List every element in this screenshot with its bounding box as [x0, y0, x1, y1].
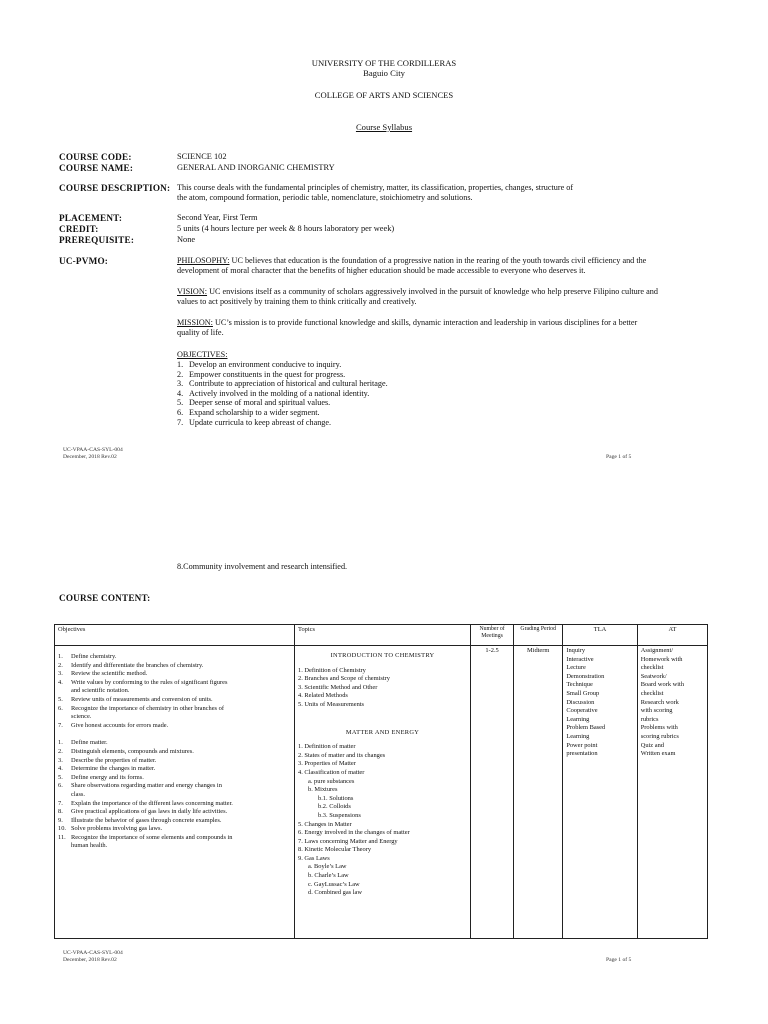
list-item: b.3. Suspensions [318, 811, 361, 819]
list-item: Board work with [640, 681, 685, 689]
list-item: Problems with [640, 724, 678, 732]
list-item: Assignment/ [640, 647, 674, 654]
mission-paragraph [177, 318, 707, 337]
list-item: 6. Share observations regarding matter and energy changes in [58, 782, 222, 790]
topics-group-2 [298, 743, 467, 898]
list-item: 2. Empower constituents in the quest for progress. [177, 369, 346, 379]
list-item: 6. Recognize the importance of chemistry in other branches of [58, 704, 224, 712]
list-item: checklist [640, 664, 664, 672]
course-content-table [54, 624, 708, 939]
list-item: 3. Properties of Matter [298, 760, 356, 768]
document-title: Course Syllabus [355, 122, 413, 132]
objectives-group-1 [58, 653, 291, 730]
objectives-list [177, 360, 677, 427]
course-content-label: COURSE CONTENT: [59, 593, 151, 603]
list-item: 6. Energy involved in the changes of matter [298, 829, 410, 837]
prerequisite-value: None [177, 235, 196, 244]
list-item: 2. Branches and Scope of chemistry [298, 675, 390, 683]
table-row [55, 646, 708, 939]
objectives-heading: OBJECTIVES: [177, 350, 228, 359]
list-item: 6. Expand scholarship to a wider segment. [177, 407, 320, 417]
list-item: b. Charle’s Law [308, 872, 349, 880]
list-item: Problem Based [566, 724, 606, 732]
list-item: 7. Explain the importance of the different laws concerning matter. [58, 799, 233, 807]
header-tla: TLA [563, 625, 637, 646]
course-description-label: COURSE DESCRIPTION: [59, 183, 171, 193]
header-topics: Topics [295, 625, 471, 646]
description-line: This course deals with the fundamental principles of chemistry, matter, its classification, properties, changes, structure of [177, 183, 574, 192]
list-item: Quiz and [640, 741, 664, 749]
list-item: Homework with [640, 655, 683, 663]
philosophy-heading: PHILOSOPHY: [177, 256, 230, 265]
tla-list [566, 647, 633, 759]
list-item: 5. Changes in Matter [298, 820, 352, 828]
list-item: with scoring [640, 707, 673, 715]
credit-value: 5 units (4 hours lecture per week & 8 hours laboratory per week) [177, 224, 395, 233]
objective-8: 8.Community involvement and research intensified. [177, 562, 348, 571]
list-item: 5. Units of Measurements [298, 700, 365, 708]
list-item: 2. Identify and differentiate the branches of chemistry. [58, 661, 204, 669]
prerequisite-label: PREREQUISITE: [59, 235, 135, 245]
list-item: 3. Describe the properties of matter. [58, 756, 157, 764]
meetings-cell: 1-2.5 [471, 646, 514, 939]
list-item: 3. Contribute to appreciation of historical and cultural heritage. [177, 379, 388, 389]
pvmo-label: UC-PVMO: [59, 256, 109, 266]
topic-heading: INTRODUCTION TO CHEMISTRY [330, 652, 435, 659]
vision-paragraph [177, 287, 707, 306]
list-item: b. Mixtures [308, 786, 338, 794]
list-item: 4. Classification of matter [298, 768, 365, 776]
topics-cell [295, 646, 471, 939]
list-item: 1. Definition of Chemistry [298, 666, 366, 674]
list-item: 8. Kinetic Molecular Theory [298, 846, 372, 854]
list-item: d. Combined gas law [308, 889, 362, 897]
list-item: 5. Define energy and its forms. [58, 773, 144, 781]
list-item: Small Group [566, 689, 600, 697]
philosophy-text: development of moral character that the benefits of higher education should be made accessible to everyone who deserves it. [177, 265, 586, 275]
tla-cell [563, 646, 637, 939]
grading-period-cell: Midterm [514, 646, 563, 939]
list-item: a. pure substances [308, 777, 355, 785]
course-code-label: COURSE CODE: [59, 152, 132, 162]
vision-heading: VISION: [177, 287, 208, 296]
footer-date: December, 2018 Rev.02 [63, 957, 117, 963]
mission-heading: MISSION: [177, 318, 213, 327]
list-item: 4. Write values by conforming to the rules of significant figures [58, 678, 228, 686]
list-item: presentation [566, 750, 598, 758]
objectives-group-2 [58, 739, 291, 851]
vision-text: values to act positively by training them to think critically and creatively. [177, 296, 417, 306]
list-item: Learning [566, 715, 590, 723]
at-list [641, 647, 704, 759]
topics-group-1 [298, 667, 467, 710]
list-item: 2. States of matter and its changes [298, 751, 386, 759]
list-item: Research work [640, 698, 679, 706]
list-item: Cooperative [566, 707, 598, 715]
footer-doc-code: UC-VPAA-CAS-SYL-004 [63, 447, 123, 453]
list-item: 10. Solve problems involving gas laws. [58, 825, 163, 833]
course-name: GENERAL AND INORGANIC CHEMISTRY [177, 163, 335, 172]
list-item: Discussion [566, 698, 595, 706]
list-item: 1. Definition of matter [298, 743, 356, 751]
footer-date: December, 2018 Rev.02 [63, 454, 117, 460]
list-item: 5. Review units of measurements and conversion of units. [58, 695, 213, 703]
page-number: Page 1 of 5 [606, 454, 632, 460]
description-line: the atom, compound formation, periodic table, nomenclature, stoichiometry and solutions. [177, 192, 473, 202]
objectives-cell [55, 646, 295, 939]
list-item: 7. Update curricula to keep abreast of change. [177, 417, 332, 427]
list-item: Lecture [566, 664, 586, 672]
list-item: human health. [71, 842, 108, 850]
list-item: 5. Deeper sense of moral and spiritual values. [177, 398, 331, 408]
list-item: rubrics [640, 715, 659, 723]
college-name: COLLEGE OF ARTS AND SCIENCES [314, 90, 454, 100]
list-item: 3. Review the scientific method. [58, 670, 148, 678]
list-item: Written exam [640, 750, 676, 758]
list-item: scoring rubrics [640, 732, 679, 740]
list-item: 7. Laws concerning Matter and Energy [298, 837, 398, 845]
mission-text: quality of life. [177, 327, 224, 337]
header-grading-period: Grading Period [514, 625, 563, 646]
list-item: 4. Actively involved in the molding of a national identity. [177, 388, 370, 398]
list-item: 9. Illustrate the behavior of gases through concrete examples. [58, 816, 222, 824]
list-item: 4. Related Methods [298, 692, 348, 700]
vision-text: UC envisions itself as a community of scholars aggressively involved in the pursuit of knowledge who help preserve Filipino culture and [207, 287, 658, 296]
list-item: c. GayLussac’s Law [308, 880, 360, 888]
philosophy-text: UC believes that education is the foundation of a progressive nation in the rearing of the youth towards civil efficiency and the [229, 256, 647, 265]
header-objectives: Objectives [55, 625, 295, 646]
at-cell [637, 646, 707, 939]
list-item: checklist [640, 689, 664, 697]
list-item: Inquiry [566, 647, 586, 654]
list-item: science. [71, 713, 92, 721]
list-item: Learning [566, 732, 590, 740]
course-description [177, 183, 707, 202]
list-item: Power point [566, 741, 598, 749]
list-item: Demonstration [566, 672, 605, 680]
list-item: Technique [566, 681, 593, 689]
table-header-row [55, 625, 708, 646]
list-item: 4. Determine the changes in matter. [58, 765, 156, 773]
list-item: Seatwork/ [640, 672, 667, 680]
course-name-label: COURSE NAME: [59, 163, 134, 173]
philosophy-paragraph [177, 256, 707, 275]
list-item: b.2. Colloids [318, 803, 351, 811]
list-item: Interactive [566, 655, 594, 663]
topic-heading: MATTER AND ENERGY [345, 728, 420, 736]
list-item: 2. Distinguish elements, compounds and mixtures. [58, 747, 194, 755]
list-item: a. Boyle’s Law [308, 863, 347, 871]
header-at: AT [637, 625, 707, 646]
list-item: and scientific notation. [71, 687, 130, 695]
placement-value: Second Year, First Term [177, 213, 258, 222]
page-number: Page 1 of 5 [606, 957, 632, 963]
list-item: 1. Develop an environment conducive to inquiry. [177, 360, 342, 369]
list-item: 7. Give honest accounts for errors made. [58, 721, 169, 729]
list-item: 1. Define chemistry. [58, 653, 117, 660]
list-item: 8. Give practical applications of gas laws in daily life activities. [58, 808, 228, 816]
list-item: b.1. Solutions [318, 794, 354, 802]
course-code: SCIENCE 102 [177, 152, 227, 161]
city: Baguio City [363, 68, 405, 78]
list-item: 11. Recognize the importance of some elements and compounds in [58, 833, 233, 841]
list-item: class. [71, 790, 86, 798]
credit-label: CREDIT: [59, 224, 99, 234]
list-item: 3. Scientific Method and Other [298, 683, 378, 691]
university-name: UNIVERSITY OF THE CORDILLERAS [311, 58, 457, 68]
header-meetings: Number of Meetings [471, 625, 514, 646]
list-item: 1. Define matter. [58, 739, 108, 747]
footer-doc-code: UC-VPAA-CAS-SYL-004 [63, 950, 123, 956]
placement-label: PLACEMENT: [59, 213, 123, 223]
list-item: 9. Gas Laws [298, 854, 330, 862]
mission-text: UC’s mission is to provide functional knowledge and skills, dynamic interaction and leadership in various disciplines for a better [212, 318, 638, 327]
